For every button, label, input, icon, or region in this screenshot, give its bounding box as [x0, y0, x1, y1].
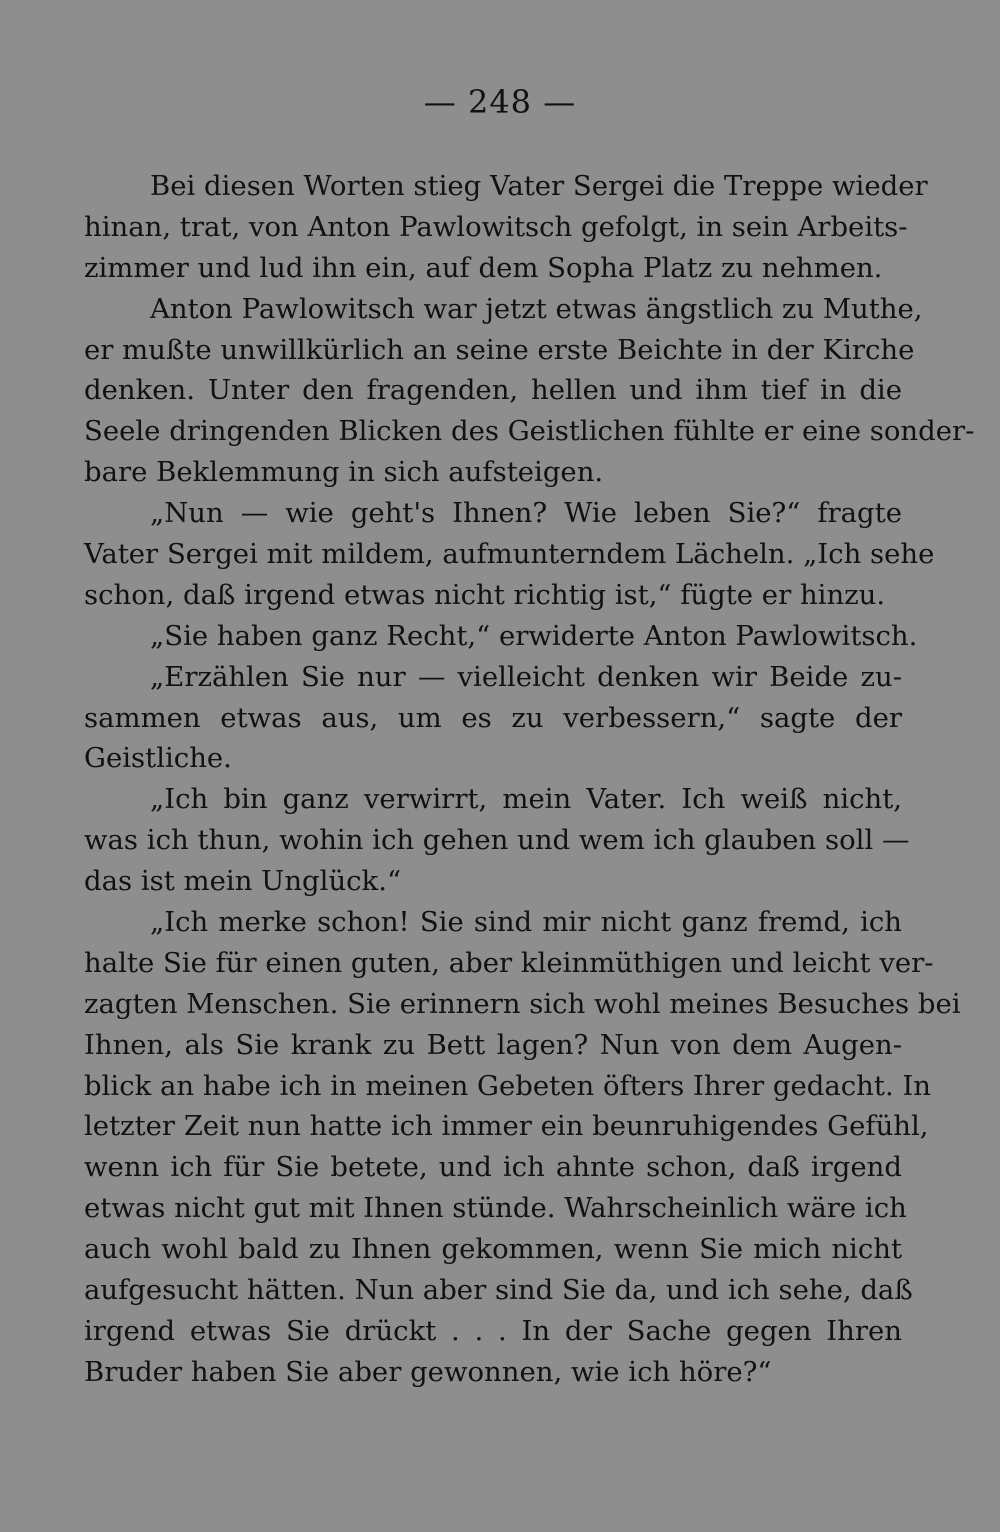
text-line: bare Beklemmung in sich aufsteigen.	[84, 456, 604, 489]
text-line: zagten Menschen. Sie erinnern sich wohl meines Besuches bei	[84, 987, 961, 1020]
text-line: auch wohl bald zu Ihnen gekommen, wenn Sie mich nicht	[84, 1233, 902, 1266]
text-line: schon, daß irgend etwas nicht richtig ist,“ fügte er hinzu.	[84, 578, 886, 611]
text-line: „Ich bin ganz verwirrt, mein Vater. Ich weiß nicht,	[150, 783, 902, 816]
text-line: etwas nicht gut mit Ihnen stünde. Wahrscheinlich wäre ich	[84, 1192, 907, 1225]
text-line: Anton Pawlowitsch war jetzt etwas ängstlich zu Muthe,	[150, 292, 923, 325]
text-line: denken. Unter den fragenden, hellen und ihm tief in die	[84, 374, 902, 407]
text-line: Bei diesen Worten stieg Vater Sergei die Treppe wieder	[150, 170, 928, 202]
text-line: sammen etwas aus, um es zu verbessern,“ sagte der	[84, 701, 902, 734]
text-line: letzter Zeit nun hatte ich immer ein beunruhigendes Gefühl,	[84, 1110, 929, 1143]
text-line: „Ich merke schon! Sie sind mir nicht ganz fremd, ich	[150, 906, 902, 939]
body-text	[84, 166, 975, 1393]
text-line: was ich thun, wohin ich gehen und wem ich glauben soll —	[84, 824, 910, 857]
text-line: „Nun — wie geht's Ihnen? Wie leben Sie?“ fragte	[150, 497, 902, 530]
text-line: „Erzählen Sie nur — vielleicht denken wir Beide zu-	[150, 660, 902, 693]
text-line: zimmer und lud ihn ein, auf dem Sopha Platz zu nehmen.	[84, 251, 883, 284]
text-line: Seele dringenden Blicken des Geistlichen fühlte er eine sonder-	[84, 415, 975, 448]
text-line: er mußte unwillkürlich an seine erste Beichte in der Kirche	[84, 333, 915, 366]
text-line: Vater Sergei mit mildem, aufmunterndem Lächeln. „Ich sehe	[84, 538, 935, 571]
text-line: wenn ich für Sie betete, und ich ahnte schon, daß irgend	[84, 1151, 902, 1184]
text-line: Ihnen, als Sie krank zu Bett lagen? Nun von dem Augen-	[84, 1028, 902, 1061]
text-line: hinan, trat, von Anton Pawlowitsch gefolgt, in sein Arbeits-	[84, 210, 908, 243]
page-number: — 248 —	[423, 83, 577, 121]
text-line: halte Sie für einen guten, aber kleinmüthigen und leicht ver-	[84, 946, 934, 979]
text-line: „Sie haben ganz Recht,“ erwiderte Anton Pawlowitsch.	[150, 619, 918, 652]
text-line: irgend etwas Sie drückt . . . In der Sache gegen Ihren	[84, 1314, 902, 1347]
text-line: Bruder haben Sie aber gewonnen, wie ich höre?“	[84, 1355, 772, 1388]
text-line: blick an habe ich in meinen Gebeten öfters Ihrer gedacht. In	[84, 1069, 931, 1102]
text-line: aufgesucht hätten. Nun aber sind Sie da, und ich sehe, daß	[84, 1274, 913, 1307]
text-line: Geistliche.	[84, 742, 232, 775]
text-line: das ist mein Unglück.“	[84, 865, 402, 898]
